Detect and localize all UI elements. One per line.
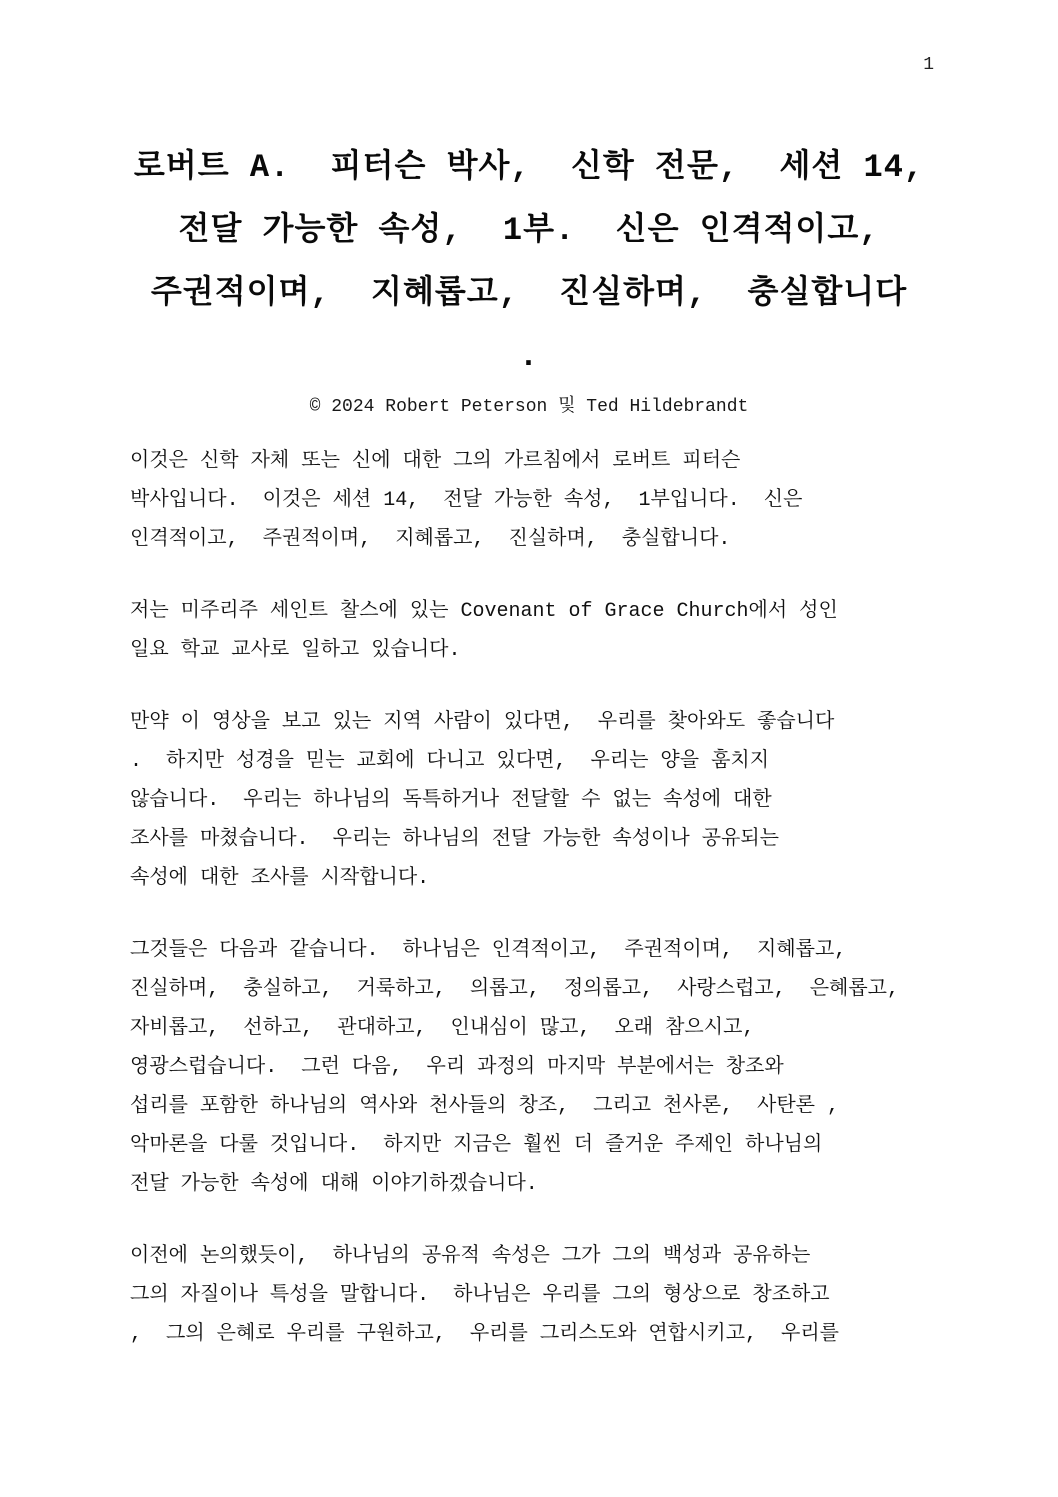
paragraph-2 xyxy=(130,592,938,670)
title-line: 주권적이며, 지혜롭고, 진실하며, 충실합니다 xyxy=(150,275,908,312)
text-line: 일요 학교 교사로 일하고 있습니다. xyxy=(130,639,461,662)
text-line: 그것들은 다음과 같습니다. 하나님은 인격적이고, 주권적이며, 지혜롭고, xyxy=(130,939,847,962)
text-line: 자비롭고, 선하고, 관대하고, 인내심이 많고, 오래 참으시고, xyxy=(130,1017,755,1040)
copyright-line: © 2024 Robert Peterson 및 Ted Hildebrandt xyxy=(309,397,749,417)
text-line: 조사를 마쳤습니다. 우리는 하나님의 전달 가능한 속성이나 공유되는 xyxy=(130,828,779,851)
text-line: 이것은 신학 자체 또는 신에 대한 그의 가르침에서 로버트 피터슨 xyxy=(130,450,741,473)
text-line: 박사입니다. 이것은 세션 14, 전달 가능한 속성, 1부입니다. 신은 xyxy=(130,489,803,512)
title-line: 전달 가능한 속성, 1부. 신은 인격적이고, xyxy=(178,212,880,249)
text-line: 그의 자질이나 특성을 말합니다. 하나님은 우리를 그의 형상으로 창조하고 xyxy=(130,1284,830,1307)
text-line: . 하지만 성경을 믿는 교회에 다니고 있다면, 우리는 양을 훔치지 xyxy=(130,750,770,773)
text-line: , 그의 은혜로 우리를 구원하고, 우리를 그리스도와 연합시키고, 우리를 xyxy=(130,1323,839,1346)
page-number: 1 xyxy=(923,55,934,75)
title-trailing-period: . xyxy=(518,338,540,375)
text-line: 영광스럽습니다. 그런 다음, 우리 과정의 마지막 부분에서는 창조와 xyxy=(130,1056,784,1079)
text-line: 전달 가능한 속성에 대해 이야기하겠습니다. xyxy=(130,1173,538,1196)
text-line: 악마론을 다룰 것입니다. 하지만 지금은 훨씬 더 즐거운 주제인 하나님의 xyxy=(130,1134,823,1157)
text-line: 속성에 대한 조사를 시작합니다. xyxy=(130,867,430,890)
title-line: 로버트 A. 피터슨 박사, 신학 전문, 세션 14, xyxy=(133,149,925,186)
paragraph-5 xyxy=(130,1237,938,1354)
text-line: 섭리를 포함한 하나님의 역사와 천사들의 창조, 그리고 천사론, 사탄론 , xyxy=(130,1095,839,1118)
document-title xyxy=(0,0,1058,388)
text-line: 만약 이 영상을 보고 있는 지역 사람이 있다면, 우리를 찾아와도 좋습니다 xyxy=(130,711,835,734)
paragraph-4 xyxy=(130,931,938,1204)
text-line: 이전에 논의했듯이, 하나님의 공유적 속성은 그가 그의 백성과 공유하는 xyxy=(130,1245,811,1268)
text-line: 않습니다. 우리는 하나님의 독특하거나 전달할 수 없는 속성에 대한 xyxy=(130,789,772,812)
paragraph-3 xyxy=(130,703,938,898)
document-body xyxy=(0,420,1058,1354)
text-line: 인격적이고, 주권적이며, 지혜롭고, 진실하며, 충실합니다. xyxy=(130,528,731,551)
text-line: 저는 미주리주 세인트 찰스에 있는 Covenant of Grace Church에서 성인 xyxy=(130,600,838,623)
text-line: 진실하며, 충실하고, 거룩하고, 의롭고, 정의롭고, 사랑스럽고, 은혜롭고, xyxy=(130,978,899,1001)
paragraph-1 xyxy=(130,442,938,559)
